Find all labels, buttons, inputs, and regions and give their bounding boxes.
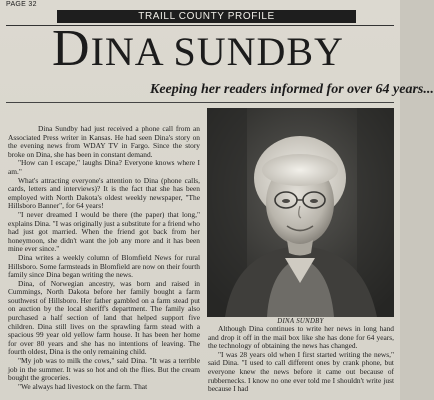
right-paragraph-2: "I was 28 years old when I first started writing the news," said Dina. "I used to call different ones by crank phone, but everyone knew the news before it came out because of rubbernecks. I know no one ever told me I shouldn't write just because I had — [208, 349, 394, 394]
right-paragraph-1: Although Dina continues to write her news in long hand and drop it off in the mail box like she has done for 64 years, the technology of obtaining the news has changed. — [208, 324, 394, 351]
headline — [52, 20, 362, 77]
left-paragraph-6: Dina, of Norwegian ancestry, was born and raised in Cummings, North Dakota before her family bought a farm southwest of Hillsboro. Her father gambled on a farm stead put on auction by the local sheriff's department. The family also purchased a half section of land that helped support five children. Dina still lives on the sprawling farm stead with a spacious 99 year old yellow farm house. It has been her home for over 80 years and she has no intentions of leaving. The fourth oldest, Dina is the only remaining child. — [8, 278, 200, 357]
left-paragraph-7: "My job was to milk the cows," said Dina. "It was a terrible job in the summer. It was so hot and oh the flies. But the cream bought the groceries. — [8, 356, 200, 383]
section-banner: TRAILL COUNTY PROFILE — [57, 10, 356, 23]
headline-rest: INA SUNDBY — [90, 29, 344, 74]
deck-subtitle: Keeping her readers informed for over 64 years... — [150, 82, 434, 97]
page-number: PAGE 32 — [6, 1, 37, 8]
portrait-illustration — [207, 108, 394, 317]
deck-rule — [6, 102, 394, 103]
portrait-photo — [207, 108, 394, 317]
left-column — [8, 125, 200, 391]
left-paragraph-5: Dina writes a weekly column of Blomfield News for rural Hillsboro. Some farmsteads in Blomfield are now on their fourth family since Dina began writing the news. — [8, 252, 200, 280]
left-paragraph-8: "We always had livestock on the farm. That — [18, 381, 148, 391]
left-paragraph-1: Dina Sundby had just received a phone call from an Associated Press writer in Kansas. He had seen Dina's story on the evening news from WDAY TV in Fargo. Since the story broke on Dina, she has been in constant demand. — [8, 124, 200, 159]
headline-initial: D — [52, 20, 91, 77]
left-paragraph-3: What's attracting everyone's attention to Dina (phone calls, cards, letters and interviews)? It is the fact that she has been employed with North Dakota's oldest weekly newspaper, "The Hillsboro Banner", for 64 years! — [8, 175, 200, 211]
left-paragraph-2: "How can I escape," laughs Dina? Everyone knows where I am." — [8, 158, 200, 176]
photo-caption: DINA SUNDBY — [277, 318, 324, 325]
left-paragraph-4: "I never dreamed I would be there (the paper) that long," explains Dina. "I was originally just a substitute for a friend who had just got married. When the friend got back from her honeymoon, she didn't want the job any more and it has been mine ever since." — [8, 209, 200, 254]
right-column — [208, 325, 394, 394]
